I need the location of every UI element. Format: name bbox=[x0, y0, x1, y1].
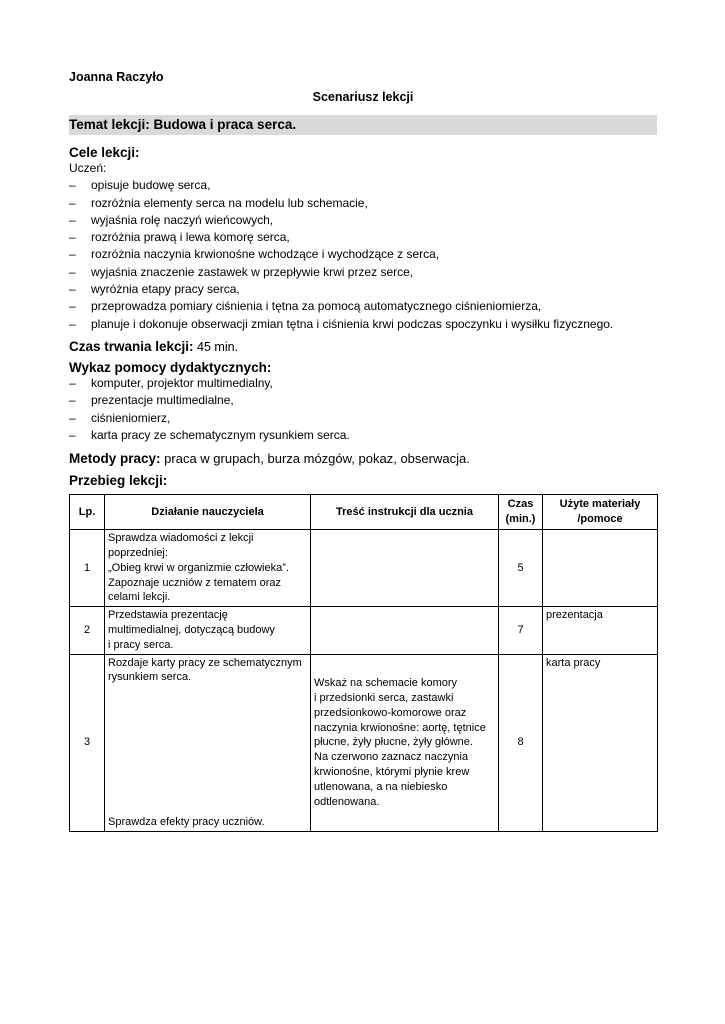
dash-bullet-icon: – bbox=[69, 247, 76, 262]
dash-bullet-icon: – bbox=[69, 178, 76, 193]
row-time: 8 bbox=[499, 654, 543, 831]
row-instruction: Wskaż na schemacie komory i przedsionki serca, zastawki przedsionkowo-komorowe oraz naczynia krwionośne: aortę, tętnice płucne, żyły płucne, żyły główne. Na czerwono zaznacz naczynia krwionośne, którymi płynie krew utlenowana, a na niebiesko odtlenowana. bbox=[311, 654, 499, 831]
aids-list bbox=[69, 375, 657, 444]
list-item: – planuje i dokonuje obserwacji zmian tętna i ciśnienia krwi podczas spoczynku i wysiłku fizycznego. bbox=[69, 316, 657, 333]
aids-heading: Wykaz pomocy dydaktycznych: bbox=[69, 359, 272, 375]
header-materials: Użyte materiały /pomoce bbox=[543, 495, 658, 530]
dash-bullet-icon: – bbox=[69, 410, 76, 425]
dash-bullet-icon: – bbox=[69, 393, 76, 408]
header-lp: Lp. bbox=[70, 495, 105, 530]
row-materials: prezentacja bbox=[543, 607, 658, 654]
row-lp: 3 bbox=[70, 654, 105, 831]
row-materials: karta pracy bbox=[543, 654, 658, 831]
aids-section bbox=[69, 360, 657, 444]
table-row bbox=[70, 530, 658, 607]
row-instruction bbox=[311, 530, 499, 607]
row-lp: 1 bbox=[70, 530, 105, 607]
row-time: 7 bbox=[499, 607, 543, 654]
list-item: – rozróżnia elementy serca na modelu lub schemacie, bbox=[69, 195, 657, 212]
dash-bullet-icon: – bbox=[69, 375, 76, 390]
dash-bullet-icon: – bbox=[69, 316, 76, 331]
list-item: – prezentacje multimedialne, bbox=[69, 392, 657, 409]
row-teacher: Przedstawia prezentację multimedialnej, dotyczącą budowy i pracy serca. bbox=[105, 607, 311, 654]
row-teacher: Sprawdza wiadomości z lekcji poprzedniej: „Obieg krwi w organizmie człowieka”. Zapoznaje uczniów z tematem oraz celami lekcji. bbox=[105, 530, 311, 607]
goals-section bbox=[69, 145, 657, 333]
author-name: Joanna Raczyło bbox=[69, 70, 164, 84]
list-item: – przeprowadza pomiary ciśnienia i tętna za pomocą automatycznego ciśnieniomierza, bbox=[69, 298, 657, 315]
dash-bullet-icon: – bbox=[69, 230, 76, 245]
dash-bullet-icon: – bbox=[69, 282, 76, 297]
table-row bbox=[70, 607, 658, 654]
duration-value: 45 min. bbox=[197, 339, 239, 354]
dash-bullet-icon: – bbox=[69, 212, 76, 227]
course-heading: Przebieg lekcji: bbox=[69, 473, 168, 489]
methods-section bbox=[69, 451, 657, 466]
list-item: – wyjaśnia rolę naczyń wieńcowych, bbox=[69, 212, 657, 229]
goals-heading: Cele lekcji: bbox=[69, 145, 140, 160]
goals-list bbox=[69, 177, 657, 333]
dash-bullet-icon: – bbox=[69, 299, 76, 314]
header-instruction: Treść instrukcji dla ucznia bbox=[311, 495, 499, 530]
list-item: – wyróżnia etapy pracy serca, bbox=[69, 281, 657, 298]
row-teacher: Rozdaje karty pracy ze schematycznym rysunkiem serca. Sprawdza efekty pracy uczniów. bbox=[105, 654, 311, 831]
lesson-topic: Temat lekcji: Budowa i praca serca. bbox=[69, 115, 657, 135]
goals-intro: Uczeń: bbox=[69, 161, 107, 175]
lesson-table bbox=[69, 494, 658, 832]
list-item: – ciśnieniomierz, bbox=[69, 410, 657, 427]
dash-bullet-icon: – bbox=[69, 195, 76, 210]
methods-label: Metody pracy: bbox=[69, 451, 161, 467]
row-lp: 2 bbox=[70, 607, 105, 654]
dash-bullet-icon: – bbox=[69, 264, 76, 279]
row-materials bbox=[543, 530, 658, 607]
list-item: – rozróżnia prawą i lewa komorę serca, bbox=[69, 229, 657, 246]
list-item: – wyjaśnia znaczenie zastawek w przepływie krwi przez serce, bbox=[69, 264, 657, 281]
methods-value: praca w grupach, burza mózgów, pokaz, obserwacja. bbox=[164, 451, 470, 467]
list-item: – opisuje budowę serca, bbox=[69, 177, 657, 194]
duration-label: Czas trwania lekcji: bbox=[69, 338, 194, 354]
table-row bbox=[70, 654, 658, 831]
document-page bbox=[69, 70, 657, 832]
list-item: – komputer, projektor multimedialny, bbox=[69, 375, 657, 392]
table-header-row bbox=[70, 495, 658, 530]
header-teacher: Działanie nauczyciela bbox=[105, 495, 311, 530]
list-item: – rozróżnia naczynia krwionośne wchodzące i wychodzące z serca, bbox=[69, 246, 657, 263]
header-time: Czas (min.) bbox=[499, 495, 543, 530]
row-instruction bbox=[311, 607, 499, 654]
document-title: Scenariusz lekcji bbox=[312, 90, 414, 104]
row-time: 5 bbox=[499, 530, 543, 607]
duration-section bbox=[69, 339, 657, 354]
list-item: – karta pracy ze schematycznym rysunkiem serca. bbox=[69, 427, 657, 444]
course-section bbox=[69, 473, 657, 832]
dash-bullet-icon: – bbox=[69, 427, 76, 442]
